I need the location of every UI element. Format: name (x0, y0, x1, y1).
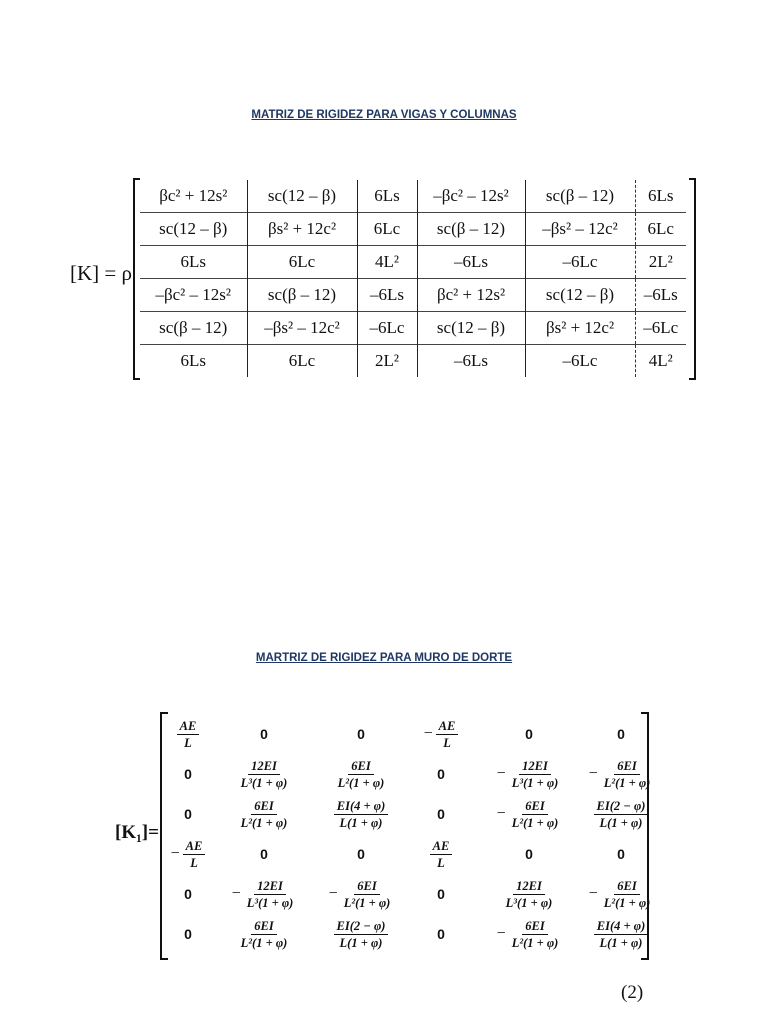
matrix-2-cell (208, 754, 320, 794)
matrix-2-entry: 0 (437, 806, 445, 822)
matrix-1-cell: –6Lc (525, 345, 635, 378)
matrix-2-cell (480, 914, 578, 954)
fraction-denominator: L²(1 + φ) (337, 776, 385, 790)
matrix-1-right-bracket (689, 178, 696, 380)
minus-sign: − (496, 925, 506, 942)
minus-sign: − (588, 765, 598, 782)
matrix-2-cell (578, 834, 664, 874)
matrix-2-fraction (171, 838, 206, 871)
fraction-numerator: 6EI (522, 798, 547, 815)
matrix-2-row (168, 794, 664, 834)
matrix-2-cell (168, 794, 208, 834)
matrix-1-grid (140, 180, 686, 377)
matrix-1-row (140, 213, 686, 246)
matrix-2-row (168, 874, 664, 914)
minus-sign: − (170, 845, 180, 862)
matrix-2-cell (168, 874, 208, 914)
matrix-1-cell: 6Lc (635, 213, 686, 246)
matrix-1-cell: sc(β – 12) (140, 312, 247, 345)
fraction-numerator: 6EI (354, 878, 379, 895)
matrix-1-cell: 6Lc (247, 246, 357, 279)
matrix-2-entry: 0 (357, 846, 365, 862)
fraction-numerator: EI(4 + φ) (594, 918, 648, 935)
matrix-2-cell (480, 834, 578, 874)
matrix-1-cell: 4L² (357, 246, 417, 279)
matrix-2-cell (320, 874, 402, 914)
matrix-1-row (140, 246, 686, 279)
matrix-2-entry: 0 (260, 846, 268, 862)
matrix-1-cell: 6Ls (357, 180, 417, 213)
fraction-denominator: L³(1 + φ) (246, 895, 294, 910)
minus-sign: − (231, 885, 241, 902)
fraction-denominator: L(1 + φ) (339, 936, 383, 950)
fraction-denominator: L²(1 + φ) (603, 895, 651, 910)
matrix-2-row (168, 754, 664, 794)
fraction-denominator: L³(1 + φ) (511, 775, 559, 790)
matrix-1-cell: sc(β – 12) (525, 180, 635, 213)
matrix-2-cell (578, 874, 664, 914)
fraction-numerator: AE (430, 838, 453, 855)
matrix-2-cell (480, 794, 578, 834)
matrix-2-row (168, 914, 664, 954)
matrix-1-cell: 6Ls (140, 246, 247, 279)
fraction-numerator: 12EI (248, 758, 280, 775)
matrix-2-fraction (430, 838, 453, 871)
matrix-2-cell (320, 754, 402, 794)
matrix-2-fraction (238, 918, 291, 951)
matrix-2-cell (168, 834, 208, 874)
matrix-2-fraction (334, 918, 389, 951)
fraction-numerator: AE (436, 718, 459, 735)
matrix-1-cell: –βs² – 12c² (247, 312, 357, 345)
fraction-numerator: EI(4 + φ) (334, 798, 388, 815)
matrix-2-cell (320, 834, 402, 874)
matrix-2-cell (208, 794, 320, 834)
matrix-1-cell: 6Lc (247, 345, 357, 378)
matrix-2-cell (402, 794, 480, 834)
fraction-denominator: L (190, 855, 198, 870)
matrix-2-entry: 0 (184, 886, 192, 902)
matrix-1-row (140, 279, 686, 312)
matrix-1-cell: sc(12 – β) (417, 312, 525, 345)
matrix-2-cell (208, 914, 320, 954)
matrix-1-cell: –6Ls (417, 246, 525, 279)
matrix-1-cell: –6Ls (357, 279, 417, 312)
matrix-1-cell: βc² + 12s² (417, 279, 525, 312)
matrix-1-cell: 6Ls (635, 180, 686, 213)
matrix-2-cell (168, 714, 208, 754)
minus-sign: − (588, 885, 598, 902)
matrix-2-fraction (238, 758, 291, 791)
fraction-denominator: L (437, 856, 445, 870)
fraction-numerator: 12EI (513, 878, 545, 895)
matrix-2-cell (168, 914, 208, 954)
fraction-denominator: L³(1 + φ) (240, 776, 288, 790)
matrix-1-cell: sc(β – 12) (417, 213, 525, 246)
matrix-2-entry: 0 (184, 806, 192, 822)
fraction-numerator: 6EI (251, 798, 276, 815)
matrix-2-cell (578, 914, 664, 954)
matrix-2-entry: 0 (437, 926, 445, 942)
matrix-1-cell: –6Ls (417, 345, 525, 378)
matrix-2-entry: 0 (437, 886, 445, 902)
matrix-2-cell (578, 754, 664, 794)
matrix-2-cell (208, 834, 320, 874)
matrix-1-cell: βs² + 12c² (525, 312, 635, 345)
fraction-numerator: AE (183, 838, 206, 855)
matrix-2-cell (402, 834, 480, 874)
matrix-2-fraction (334, 798, 388, 831)
fraction-numerator: 6EI (614, 758, 639, 775)
matrix-2-cell (480, 714, 578, 754)
matrix-2-fraction (177, 718, 200, 751)
matrix-2-entry: 0 (525, 846, 533, 862)
matrix-2-cell (578, 794, 664, 834)
matrix-2-cell (402, 714, 480, 754)
matrix-1-cell: –6Lc (357, 312, 417, 345)
matrix-2-cell (578, 714, 664, 754)
matrix-1-lhs: [K] = ρ (70, 261, 132, 285)
minus-sign: − (328, 885, 338, 902)
heading-vigas-columnas: MATRIZ DE RIGIDEZ PARA VIGAS Y COLUMNAS (251, 109, 517, 121)
matrix-2-cell (320, 914, 402, 954)
matrix-1-cell: sc(12 – β) (140, 213, 247, 246)
matrix-1-cell: –6Lc (525, 246, 635, 279)
matrix-2-cell (208, 714, 320, 754)
matrix-2-fraction (497, 758, 562, 791)
matrix-2-fraction (503, 878, 556, 911)
minus-sign: − (496, 805, 506, 822)
matrix-2-left-bracket (160, 712, 168, 960)
fraction-denominator: L(1 + φ) (599, 936, 643, 950)
matrix-1-cell: sc(12 – β) (525, 279, 635, 312)
matrix-2-entry: 0 (617, 726, 625, 742)
matrix-2-cell (168, 754, 208, 794)
matrix-1-cell: 4L² (635, 345, 686, 378)
fraction-numerator: EI(2 − φ) (594, 798, 649, 815)
matrix-2-fraction (497, 918, 562, 951)
matrix-1-cell: –6Ls (635, 279, 686, 312)
fraction-numerator: 12EI (519, 758, 551, 775)
matrix-2-entry: 0 (184, 926, 192, 942)
matrix-2-fraction (497, 798, 562, 831)
matrix-1-left-bracket (133, 178, 140, 380)
matrix-2-cell (480, 754, 578, 794)
matrix-2-fraction (232, 878, 297, 911)
fraction-denominator: L²(1 + φ) (343, 895, 391, 910)
matrix-2-entry: 0 (437, 766, 445, 782)
matrix-1-cell: –βc² – 12s² (417, 180, 525, 213)
matrix-1-cell: sc(β – 12) (247, 279, 357, 312)
equation-number: (2) (621, 982, 644, 1003)
matrix-2-cell (402, 754, 480, 794)
matrix-1-cell: 2L² (635, 246, 686, 279)
matrix-2-fraction (335, 758, 388, 791)
matrix-2-entry: 0 (260, 726, 268, 742)
matrix-1-cell: –6Lc (635, 312, 686, 345)
matrix-1-cell: 6Ls (140, 345, 247, 378)
matrix-2-right-bracket (641, 712, 649, 960)
matrix-2-cell (480, 874, 578, 914)
fraction-numerator: 6EI (522, 918, 547, 935)
fraction-numerator: 6EI (614, 878, 639, 895)
matrix-2-entry: 0 (617, 846, 625, 862)
matrix-2-entry: 0 (184, 766, 192, 782)
matrix-2-lhs: [K₁]= (115, 822, 159, 843)
matrix-2-cell (320, 794, 402, 834)
matrix-1-cell: 6Lc (357, 213, 417, 246)
fraction-denominator: L (184, 736, 192, 750)
fraction-denominator: L (443, 735, 451, 750)
matrix-2-cell (208, 874, 320, 914)
matrix-1-cell: 2L² (357, 345, 417, 378)
fraction-numerator: 12EI (254, 878, 286, 895)
matrix-2-entry: 0 (357, 726, 365, 742)
matrix-2-fraction (329, 878, 394, 911)
matrix-2-grid (168, 714, 664, 954)
matrix-2-row (168, 834, 664, 874)
fraction-denominator: L²(1 + φ) (603, 775, 651, 790)
matrix-2-row (168, 714, 664, 754)
fraction-numerator: EI(2 − φ) (334, 918, 389, 935)
matrix-1-row (140, 312, 686, 345)
fraction-denominator: L²(1 + φ) (511, 935, 559, 950)
heading-muro-corte: MARTRIZ DE RIGIDEZ PARA MURO DE DORTE (255, 652, 513, 664)
fraction-denominator: L(1 + φ) (599, 816, 643, 830)
matrix-1-cell: sc(12 – β) (247, 180, 357, 213)
fraction-denominator: L(1 + φ) (339, 816, 383, 830)
matrix-1-cell: –βc² – 12s² (140, 279, 247, 312)
matrix-1-row (140, 180, 686, 213)
matrix-2-fraction (238, 798, 291, 831)
matrix-2-entry: 0 (525, 726, 533, 742)
matrix-2-cell (320, 714, 402, 754)
matrix-2-cell (402, 914, 480, 954)
minus-sign: − (423, 725, 433, 742)
matrix-2-cell (402, 874, 480, 914)
fraction-numerator: 6EI (348, 758, 373, 775)
matrix-2-fraction (424, 718, 459, 751)
minus-sign: − (496, 765, 506, 782)
matrix-1-cell: βs² + 12c² (247, 213, 357, 246)
matrix-1-cell: –βs² – 12c² (525, 213, 635, 246)
fraction-numerator: 6EI (251, 918, 276, 935)
fraction-denominator: L³(1 + φ) (505, 896, 553, 910)
matrix-1-row (140, 345, 686, 378)
fraction-denominator: L²(1 + φ) (240, 936, 288, 950)
fraction-denominator: L²(1 + φ) (240, 816, 288, 830)
matrix-1-cell: βc² + 12s² (159, 186, 228, 205)
fraction-numerator: AE (177, 718, 200, 735)
fraction-denominator: L²(1 + φ) (511, 815, 559, 830)
